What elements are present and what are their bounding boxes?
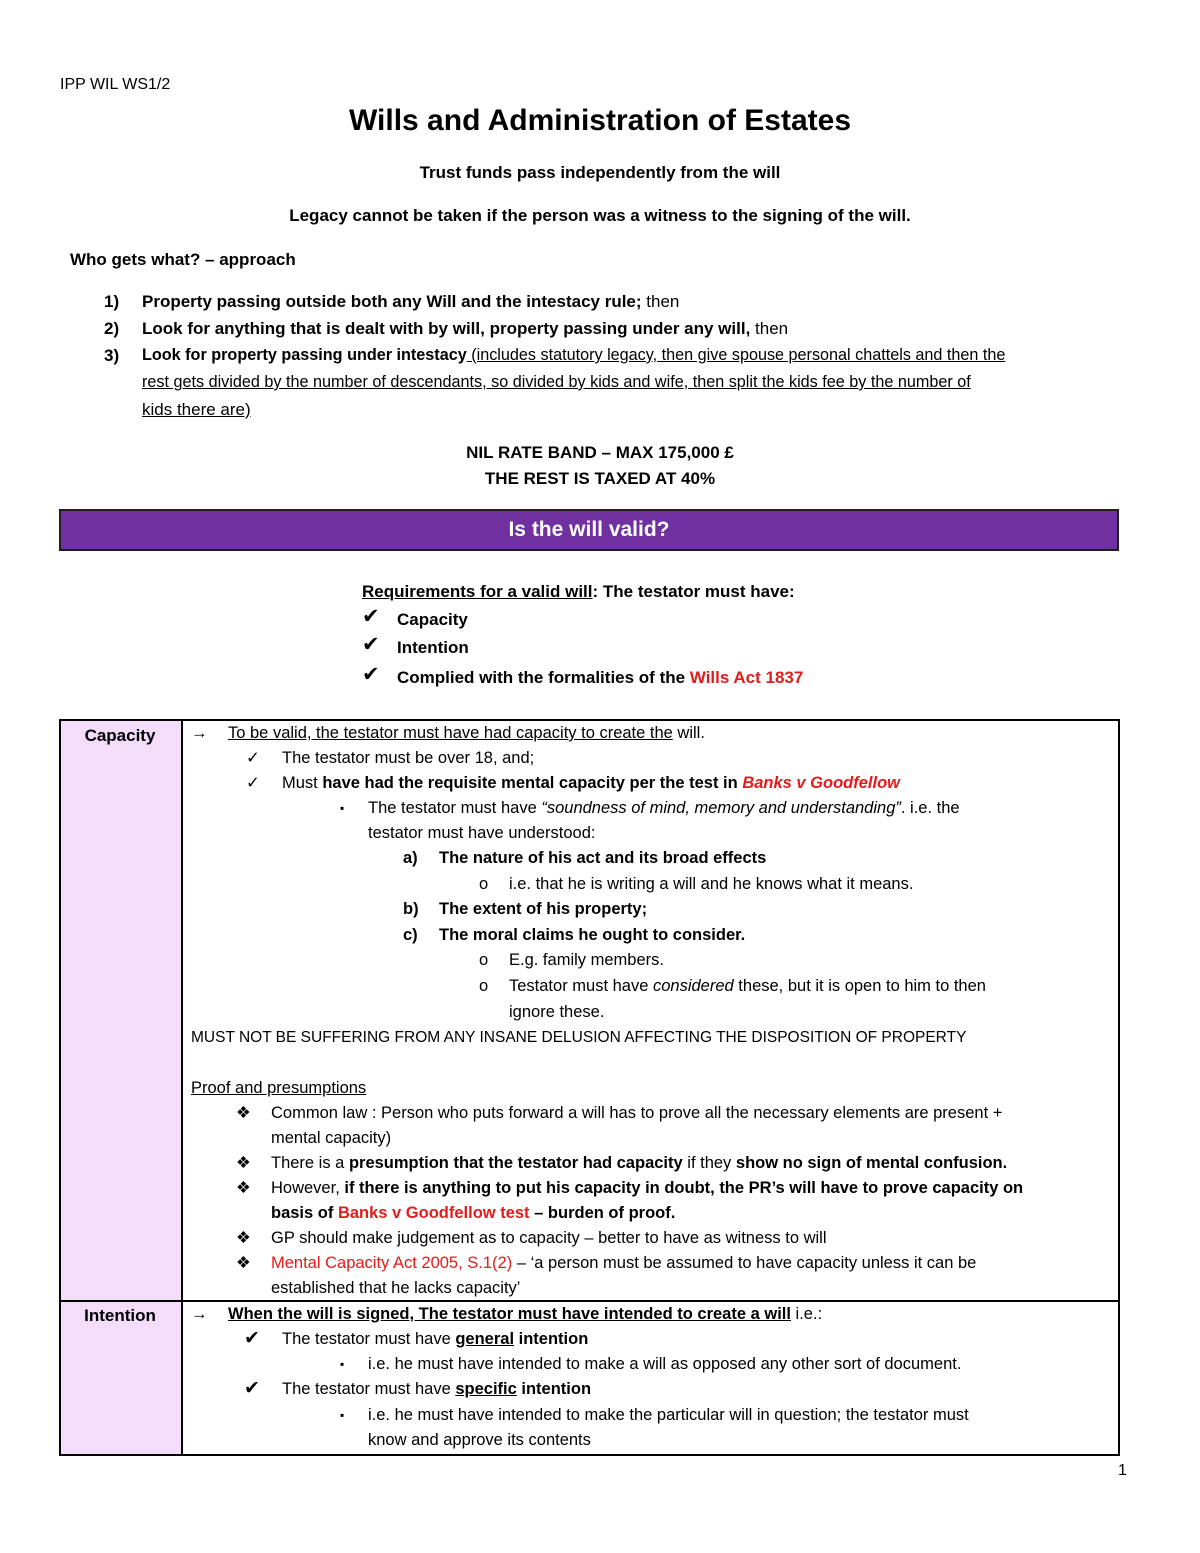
proof-common-law-cont: mental capacity) — [271, 1129, 392, 1147]
arrow-icon: → — [191, 1305, 208, 1323]
requirement-capacity: Capacity — [397, 610, 468, 629]
arrow-icon: → — [191, 724, 208, 742]
header-code: IPP WIL WS1/2 — [60, 76, 171, 93]
diamond-bullet-icon: ❖ — [236, 1254, 251, 1272]
capacity-intro: To be valid, the testator must have had capacity to create the will. — [228, 724, 705, 742]
capacity-age: The testator must be over 18, and; — [282, 749, 535, 767]
proof-common-law: Common law : Person who puts forward a will has to prove all the necessary elements are present + — [271, 1104, 1003, 1122]
insane-delusion-note: MUST NOT BE SUFFERING FROM ANY INSANE DELUSION AFFECTING THE DISPOSITION OF PROPERTY — [191, 1029, 967, 1046]
intention-intro: When the will is signed, The testator must have intended to create a will i.e.: — [228, 1305, 823, 1323]
nil-rate-band: NIL RATE BAND – MAX 175,000 £ — [466, 443, 734, 462]
intention-specific-sub-1: i.e. he must have intended to make the particular will in question; the testator must — [368, 1406, 969, 1424]
capacity-label-cell — [61, 721, 183, 1300]
capacity-mental: Must have had the requisite mental capacity per the test in Banks v Goodfellow — [282, 774, 901, 792]
note-legacy-witness: Legacy cannot be taken if the person was a witness to the signing of the will. — [289, 206, 911, 225]
page-title: Wills and Administration of Estates — [348, 104, 852, 137]
proof-gp: GP should make judgement as to capacity – better to have as witness to will — [271, 1229, 827, 1247]
requirements-heading: Requirements for a valid will: The testator must have: — [362, 582, 795, 601]
step-2: 2) — [104, 319, 120, 338]
bullet-square-icon: ▪ — [340, 1408, 345, 1422]
bullet-square-icon: ▪ — [340, 801, 345, 815]
step-3-cont-2: kids there are) — [142, 400, 251, 419]
diamond-bullet-icon: ❖ — [236, 1179, 251, 1197]
diamond-bullet-icon: ❖ — [236, 1154, 251, 1172]
check-icon: ✔ — [362, 605, 380, 628]
item-a-marker: a) — [403, 849, 418, 867]
tax-rest: THE REST IS TAXED AT 40% — [484, 469, 716, 488]
bullet-circle-icon: o — [479, 977, 489, 995]
proof-mca: Mental Capacity Act 2005, S.1(2) – ‘a person must be assumed to have capacity unless it can be — [271, 1254, 977, 1272]
intention-label: Intention — [84, 1306, 156, 1325]
capacity-label: Capacity — [84, 726, 156, 745]
step-3: 3) — [104, 346, 120, 365]
item-b-marker: b) — [403, 900, 419, 918]
step-3-text: Look for property passing under intestacy (includes statutory legacy, then give spouse personal chattels and then the — [142, 346, 1006, 364]
proof-presumption: There is a presumption that the testator had capacity if they show no sign of mental confusion. — [271, 1154, 1008, 1172]
proof-doubt: However, if there is anything to put his capacity in doubt, the PR’s will have to prove capacity on — [271, 1179, 1024, 1197]
bullet-circle-icon: o — [479, 875, 489, 893]
intention-specific: The testator must have specific intention — [282, 1380, 592, 1398]
note-trust-funds: Trust funds pass independently from the will — [419, 163, 781, 182]
step-1: 1) — [104, 292, 120, 311]
check-icon: ✔ — [244, 1328, 260, 1349]
diamond-bullet-icon: ❖ — [236, 1229, 251, 1247]
item-a-text: The nature of his act and its broad effects — [439, 849, 767, 867]
proof-heading: Proof and presumptions — [191, 1079, 367, 1097]
requirement-formalities: Complied with the formalities of the Wills Act 1837 — [397, 668, 804, 687]
section-banner: Is the will valid? — [59, 509, 1119, 551]
check-icon: ✓ — [246, 749, 260, 767]
diamond-bullet-icon: ❖ — [236, 1104, 251, 1122]
capacity-understood: testator must have understood: — [368, 824, 596, 842]
intention-general: The testator must have general intention — [282, 1330, 589, 1348]
item-b-text: The extent of his property; — [439, 900, 648, 918]
requirement-intention: Intention — [397, 638, 469, 657]
item-c-text: The moral claims he ought to consider. — [439, 926, 746, 944]
bullet-circle-icon: o — [479, 951, 489, 969]
item-c-marker: c) — [403, 926, 418, 944]
bullet-square-icon: ▪ — [340, 1357, 345, 1371]
step-3-cont-1: rest gets divided by the number of descendants, so divided by kids and wife, then split the kids fee by the number of — [142, 373, 971, 391]
intention-general-sub: i.e. he must have intended to make a will as opposed any other sort of document. — [368, 1355, 962, 1373]
proof-doubt-cont: basis of Banks v Goodfellow test – burden of proof. — [271, 1204, 676, 1222]
item-c-sub-1: E.g. family members. — [509, 951, 664, 969]
page-number: 1 — [1118, 1462, 1127, 1479]
item-a-sub: i.e. that he is writing a will and he knows what it means. — [509, 875, 914, 893]
item-c-sub-2-cont: ignore these. — [509, 1003, 605, 1021]
check-icon: ✔ — [362, 663, 380, 686]
intention-specific-sub-2: know and approve its contents — [368, 1431, 591, 1449]
approach-heading: Who gets what? – approach — [70, 250, 296, 269]
step-2-text: Look for anything that is dealt with by will, property passing under any will, then — [142, 319, 789, 338]
check-icon: ✔ — [244, 1378, 260, 1399]
check-icon: ✔ — [362, 633, 380, 656]
proof-mca-cont: established that he lacks capacity’ — [271, 1279, 521, 1297]
capacity-soundness: The testator must have “soundness of mind, memory and understanding”. i.e. the — [368, 799, 960, 817]
check-icon: ✓ — [246, 774, 260, 792]
item-c-sub-2: Testator must have considered these, but it is open to him to then — [509, 977, 986, 995]
step-1-text: Property passing outside both any Will and the intestacy rule; then — [142, 292, 680, 311]
